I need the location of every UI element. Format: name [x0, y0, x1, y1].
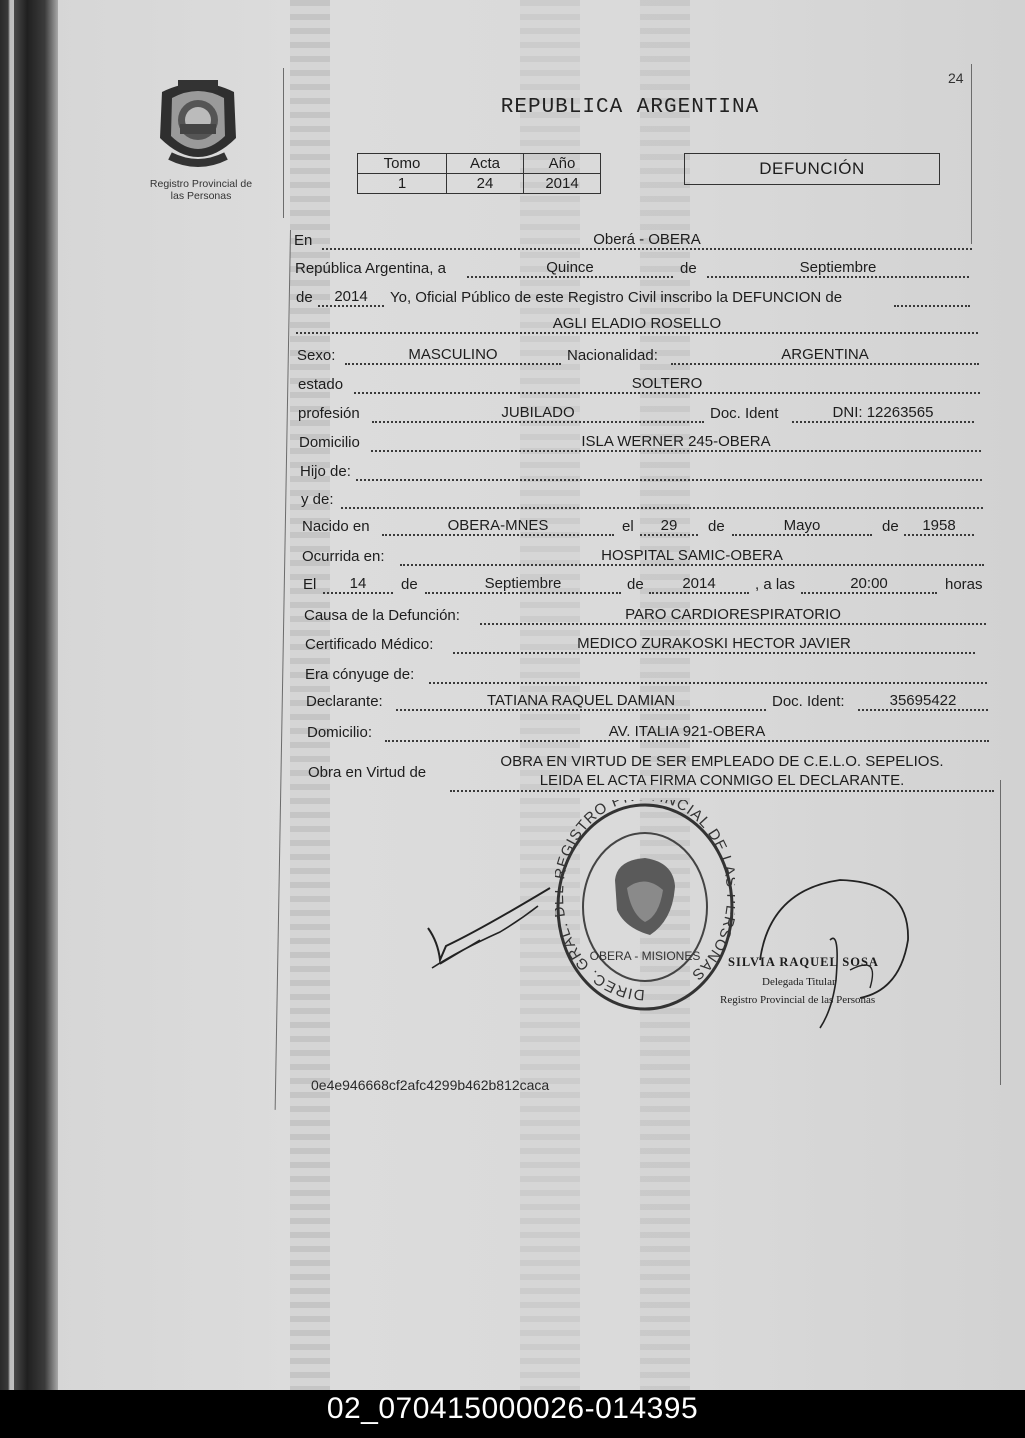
- row-ocurrida: [302, 548, 986, 568]
- en-value: Oberá - OBERA: [322, 232, 972, 250]
- certificado-label: Certificado Médico:: [305, 636, 434, 653]
- oficial-fill: [894, 289, 970, 307]
- margin-line: [283, 68, 284, 218]
- row-domicilio: [299, 434, 983, 454]
- decl-doc-value: 35695422: [858, 693, 988, 711]
- row-profesion: [298, 405, 980, 425]
- obra-label: Obra en Virtud de: [308, 764, 427, 781]
- row-conyuge: [305, 666, 989, 686]
- official-stamp: [555, 800, 735, 1015]
- nac-mes: Mayo: [732, 518, 872, 536]
- mes-value: Septiembre: [707, 260, 969, 278]
- estado-label: estado: [298, 376, 344, 393]
- profesion-label: profesión: [298, 405, 360, 422]
- signer-organization: Registro Provincial de las Personas: [720, 994, 876, 1006]
- ocurrida-value: HOSPITAL SAMIC-OBERA: [400, 548, 984, 566]
- causa-label: Causa de la Defunción:: [304, 607, 460, 624]
- def-mes: Septiembre: [425, 576, 621, 594]
- table-header-anio: Año: [524, 154, 601, 174]
- margin-line: [1000, 780, 1001, 1085]
- yde-value: [341, 491, 983, 509]
- sexo-label: Sexo:: [297, 347, 336, 364]
- logo-caption: [132, 178, 270, 202]
- row-estado: [298, 376, 980, 396]
- conyuge-value: [429, 666, 987, 684]
- de-label: de: [680, 260, 697, 277]
- table-cell-tomo: 1: [358, 174, 447, 194]
- record-type-box: DEFUNCIÓN: [684, 153, 940, 185]
- binding-spine: [14, 0, 58, 1390]
- signer-name: SILVIA RAQUEL SOSA: [728, 955, 879, 969]
- row-yde: [301, 491, 985, 511]
- margin-line: [275, 230, 291, 1110]
- de3-label: de: [401, 576, 418, 593]
- el2-label: El: [303, 576, 317, 593]
- nac-dia: 29: [640, 518, 698, 536]
- table-header-acta: Acta: [447, 154, 524, 174]
- row-en: [294, 232, 974, 252]
- row-hijo: [300, 463, 984, 483]
- document-title: REPUBLICA ARGENTINA: [500, 96, 760, 119]
- de1-label: de: [708, 518, 725, 535]
- conyuge-label: Era cónyuge de:: [305, 666, 415, 683]
- def-dia: 14: [323, 576, 393, 594]
- table-cell-anio: 2014: [524, 174, 601, 194]
- nac-anio: 1958: [904, 518, 974, 536]
- nacido-value: OBERA-MNES: [382, 518, 614, 536]
- yde-label: y de:: [301, 491, 334, 508]
- row-domicilio-declarante: [307, 724, 991, 744]
- declarante-value: TATIANA RAQUEL DAMIAN: [396, 693, 766, 711]
- row-fecha-defuncion: [303, 576, 987, 596]
- alas-label: , a las: [755, 576, 796, 593]
- decl-doc-label: Doc. Ident:: [772, 693, 845, 710]
- nacionalidad-label: Nacionalidad:: [567, 347, 658, 364]
- de4-label: de: [627, 576, 644, 593]
- republica-label: República Argentina, a: [295, 260, 446, 277]
- hijo-label: Hijo de:: [300, 463, 351, 480]
- nacionalidad-value: ARGENTINA: [671, 347, 979, 365]
- document-hash: 0e4e946668cf2afc4299b462b812caca: [311, 1077, 550, 1093]
- logo-caption-line2: las Personas: [170, 190, 232, 202]
- en-label: En: [294, 232, 313, 249]
- margin-line: [971, 64, 972, 244]
- row-nombre: [296, 316, 978, 336]
- def-anio: 2014: [649, 576, 749, 594]
- official-signature: [740, 870, 920, 1030]
- nacido-label: Nacido en: [302, 518, 370, 535]
- row-causa: [304, 607, 988, 627]
- ocurrida-label: Ocurrida en:: [302, 548, 385, 565]
- page-number: 24: [948, 70, 964, 86]
- row-fecha: [295, 260, 975, 280]
- def-hora: 20:00: [801, 576, 937, 594]
- domicilio-label: Domicilio: [299, 434, 360, 451]
- obra-text: [450, 752, 994, 792]
- de2-label: de: [882, 518, 899, 535]
- row-oficial: [296, 289, 976, 309]
- certificado-value: MEDICO ZURAKOSKI HECTOR JAVIER: [453, 636, 975, 654]
- el-label: el: [622, 518, 634, 535]
- oficial-text: Yo, Oficial Público de este Registro Civil inscribo la DEFUNCION de: [390, 289, 843, 306]
- domicilio2-label: Domicilio:: [307, 724, 373, 741]
- declarant-signature: [420, 880, 570, 975]
- logo-caption-line1: Registro Provincial de: [149, 178, 253, 190]
- horas-label: horas: [945, 576, 983, 593]
- obra-line2: LEIDA EL ACTA FIRMA CONMIGO EL DECLARANTE.: [450, 771, 994, 792]
- row-nacido: [302, 518, 986, 538]
- stamp-inner-text: OBERA - MISIONES: [589, 949, 701, 963]
- obra-line1: OBRA EN VIRTUD DE SER EMPLEADO DE C.E.L.O. SEPELIOS.: [500, 753, 944, 770]
- row-certificado: [305, 636, 989, 656]
- domicilio-value: ISLA WERNER 245-OBERA: [371, 434, 981, 452]
- footer-code: 02_070415000026-014395: [326, 1392, 699, 1425]
- profesion-value: JUBILADO: [372, 405, 704, 423]
- causa-value: PARO CARDIORESPIRATORIO: [480, 607, 986, 625]
- stamp-ring-text: DIREC. GRAL. EGISTRO P NCIAL DE L SONAS: [555, 800, 735, 1004]
- signer-role: Delegada Titular: [762, 976, 836, 988]
- table-header-tomo: Tomo: [358, 154, 447, 174]
- sexo-value: MASCULINO: [345, 347, 561, 365]
- table-cell-acta: 24: [447, 174, 524, 194]
- row-obra: [308, 752, 998, 796]
- dia-value: Quince: [467, 260, 673, 278]
- doc-ident-label: Doc. Ident: [710, 405, 779, 422]
- registry-table: [357, 153, 601, 194]
- row-declarante: [306, 693, 990, 713]
- anio-value: 2014: [318, 289, 384, 307]
- row-sexo: [297, 347, 979, 367]
- anio-label: de: [296, 289, 313, 306]
- province-seal-logo: [150, 78, 246, 173]
- declarante-label: Declarante:: [306, 693, 383, 710]
- estado-value: SOLTERO: [354, 376, 980, 394]
- nombre-value: AGLI ELADIO ROSELLO: [296, 316, 978, 334]
- domicilio2-value: AV. ITALIA 921-OBERA: [385, 724, 989, 742]
- hijo-value: [356, 463, 982, 481]
- doc-ident-value: DNI: 12263565: [792, 405, 974, 423]
